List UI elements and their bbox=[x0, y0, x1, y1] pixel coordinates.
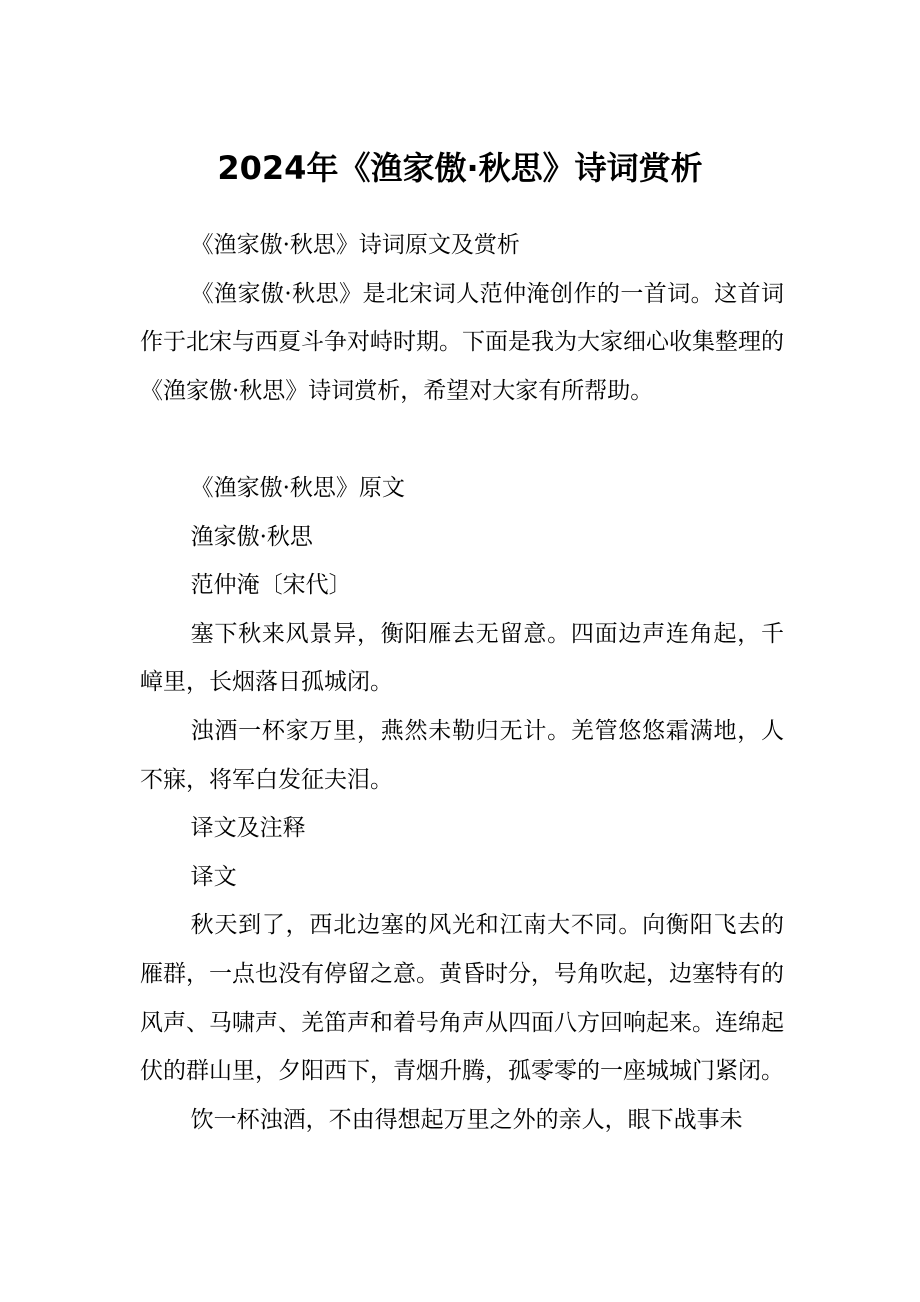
section-heading-intro: 《渔家傲·秋思》诗词原文及赏析 bbox=[190, 232, 520, 258]
translation-paragraph-2: 饮一杯浊酒，不由得想起万里之外的亲人，眼下战事未 bbox=[190, 1106, 743, 1133]
document-body bbox=[140, 221, 784, 1144]
section-heading-original: 《渔家傲·秋思》原文 bbox=[190, 474, 405, 501]
intro-paragraph: 《渔家傲·秋思》是北宋词人范仲淹创作的一首词。这首词作于北宋与西夏斗争对峙时期。下面是我为大家细心收集整理的《渔家傲·秋思》诗词赏析，希望对大家有所帮助。 bbox=[140, 280, 784, 404]
section-heading-translation: 译文 bbox=[190, 863, 237, 890]
poem-title: 渔家傲·秋思 bbox=[190, 523, 313, 550]
poem-stanza-2: 浊酒一杯家万里，燕然未勒归无计。羌管悠悠霜满地，人不寐，将军白发征夫泪。 bbox=[140, 717, 784, 793]
section-heading-translation-notes: 译文及注释 bbox=[190, 815, 306, 842]
document-title: 2024年《渔家傲·秋思》诗词赏析 bbox=[217, 149, 703, 187]
poem-author: 范仲淹〔宋代〕 bbox=[190, 572, 352, 599]
translation-paragraph-1: 秋天到了，西北边塞的风光和江南大不同。向衡阳飞去的雁群，一点也没有停留之意。黄昏时分，号角吹起，边塞特有的风声、马啸声、羌笛声和着号角声从四面八方回响起来。连绵起伏的群山里，夕阳西下，青烟升腾，孤零零的一座城城门紧闭。 bbox=[140, 912, 784, 1085]
blank-line bbox=[140, 415, 784, 464]
poem-stanza-1: 塞下秋来风景异，衡阳雁去无留意。四面边声连角起，千嶂里，长烟落日孤城闭。 bbox=[140, 620, 784, 696]
